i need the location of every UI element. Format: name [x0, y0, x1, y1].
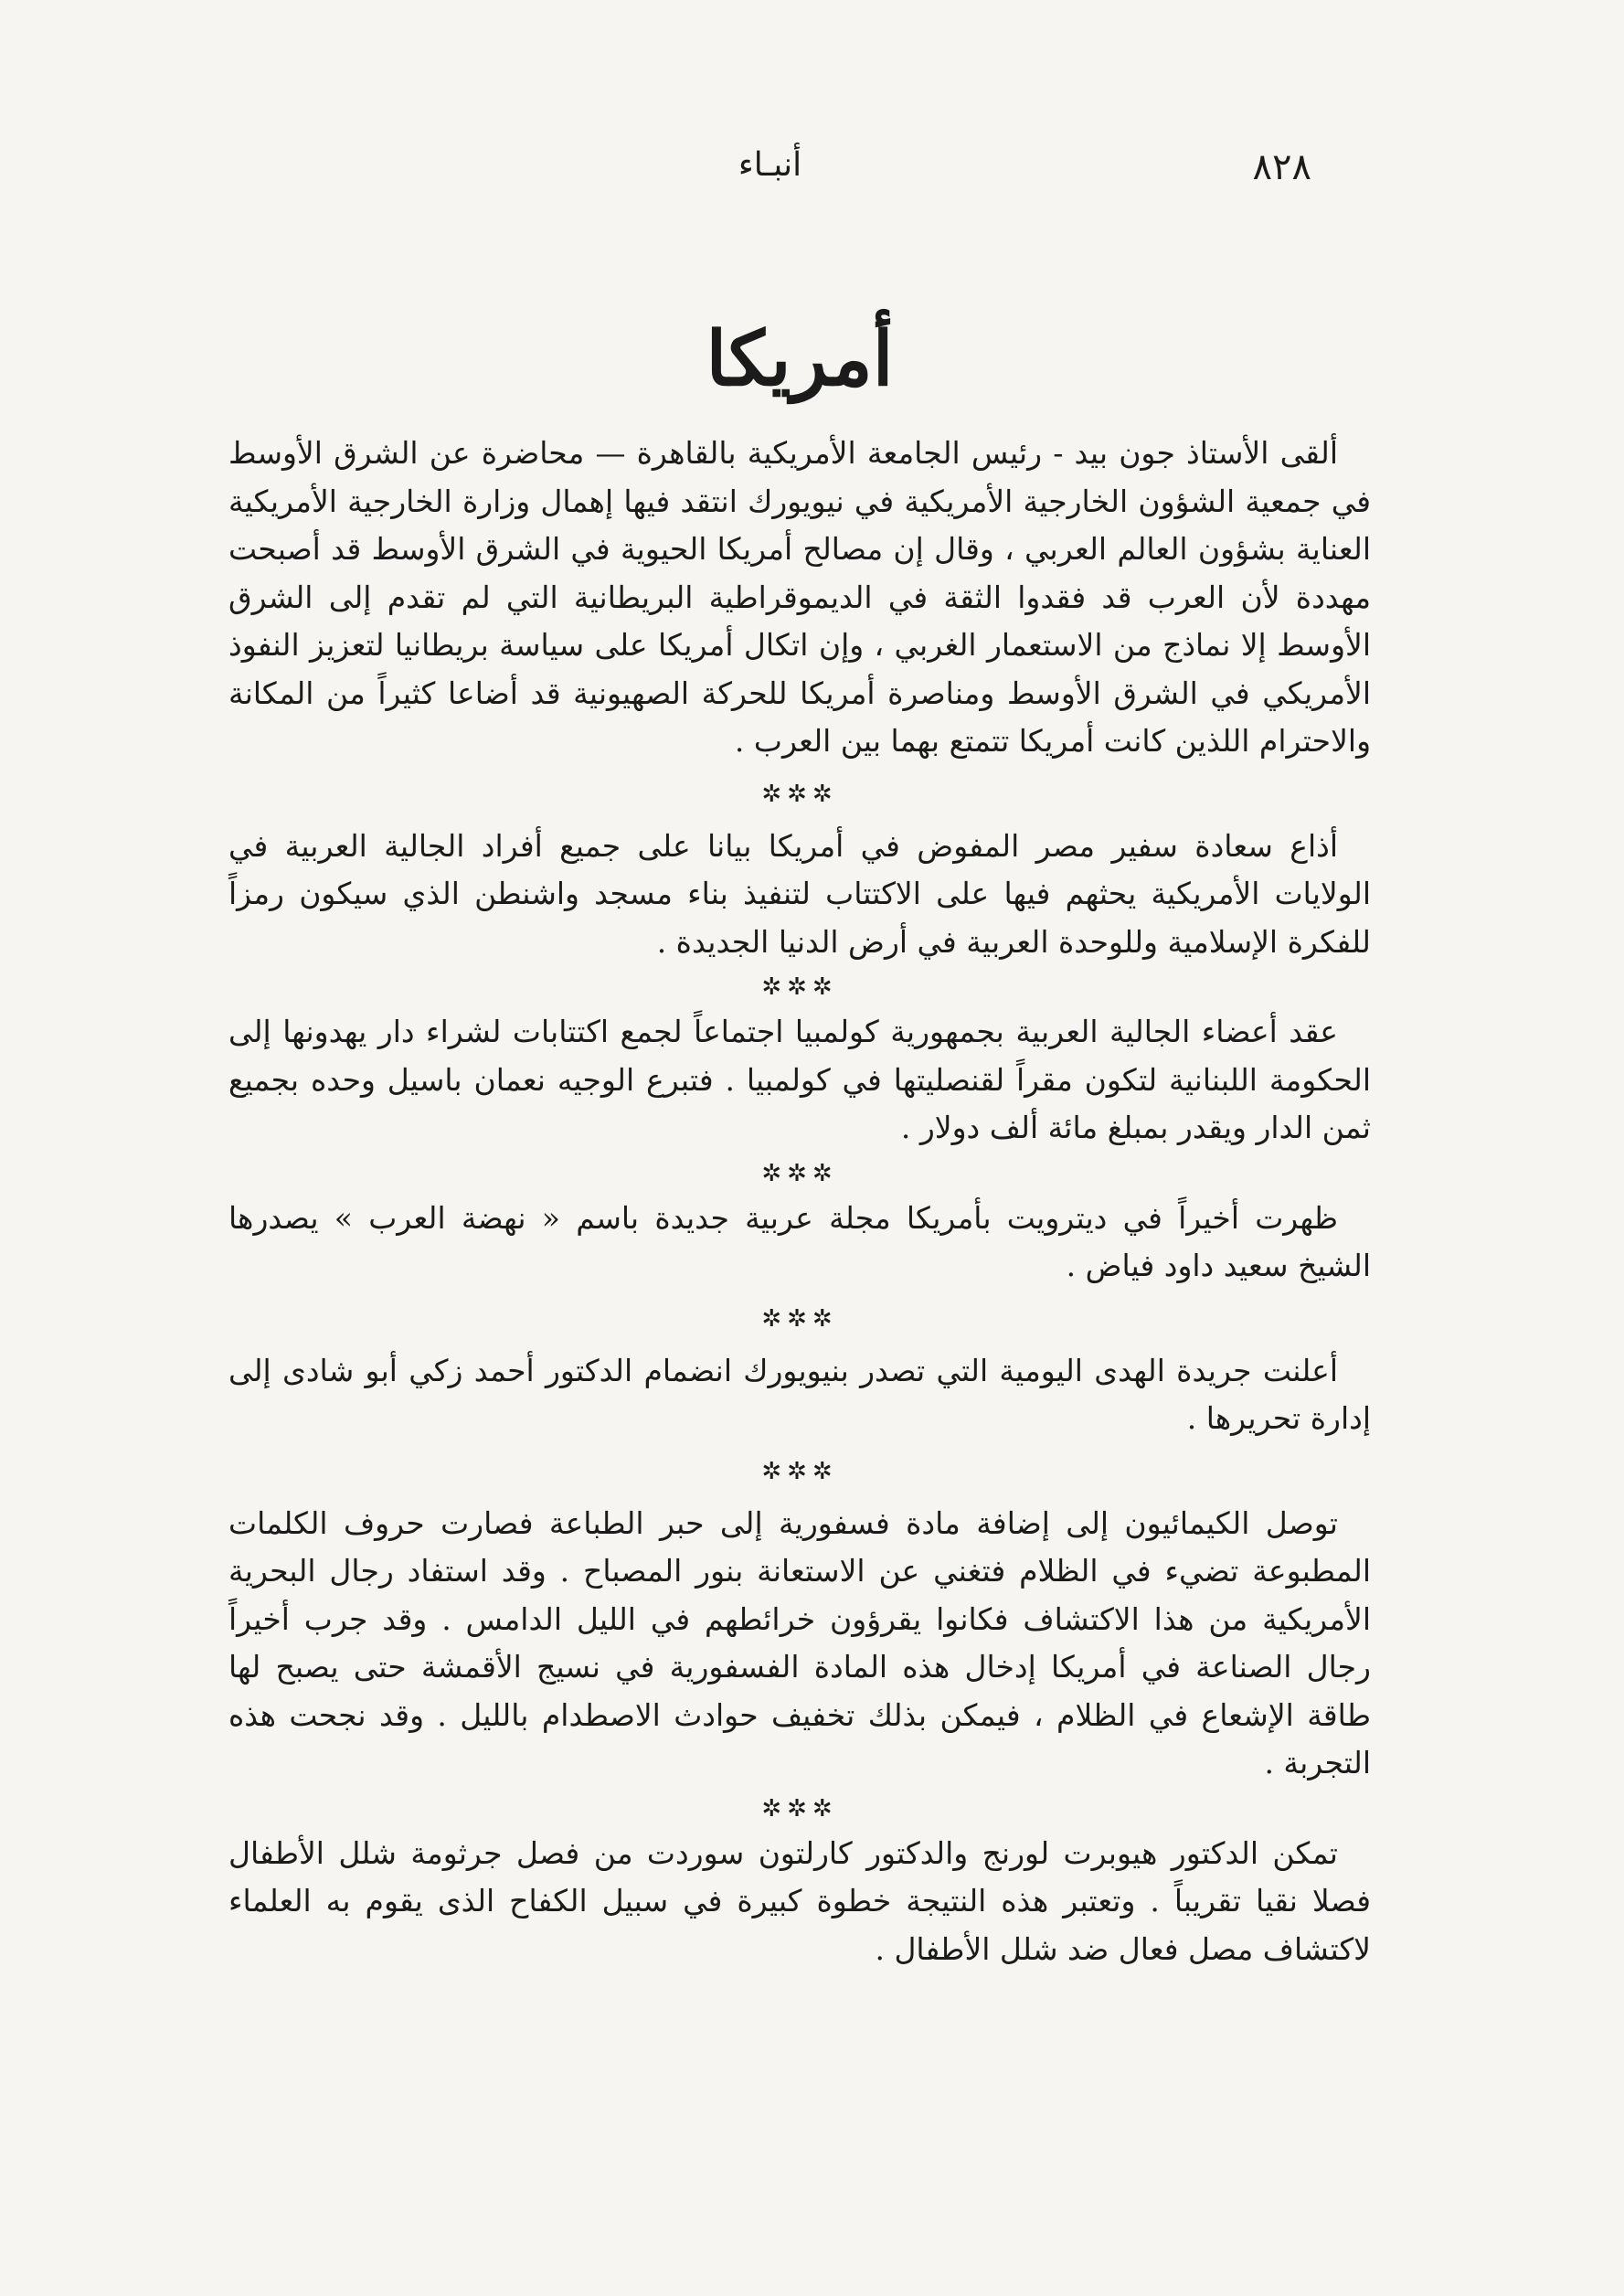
- page-number: ٨٢٨: [1252, 146, 1311, 188]
- news-item: توصل الكيمائيون إلى إضافة مادة فسفورية إلى حبر الطباعة فصارت حروف الكلمات المطبوعة تضيء في الظلام فتغني عن الاستعانة بنور المصباح . وقد استفاد رجال البحرية الأمريكية من هذا الاكتشاف فكانوا يقرؤون خرائطهم في الليل الدامس . وقد جرب أخيراً رجال الصناعة في أمريكا إدخال هذه المادة الفسفورية في نسيج الأقمشة حتى يصبح لها طاقة الإشعاع في الظلام ، فيمكن بذلك تخفيف حوادث الاصطدام بالليل . وقد نجحت هذه التجربة .: [228, 1504, 1371, 1780]
- star-separator: ✲✲✲: [761, 973, 838, 1001]
- news-item: ظهرت أخيراً في ديترويت بأمريكا مجلة عربية جديدة باسم « نهضة العرب » يصدرها الشيخ سعيد داود فياض .: [228, 1199, 1371, 1283]
- star-separator: ✲✲✲: [761, 1794, 838, 1823]
- chapter-title: أمريكا: [706, 315, 894, 403]
- news-item: تمكن الدكتور هيوبرت لورنج والدكتور كارلتون سوردت من فصل جرثومة شلل الأطفال فصلا نقيا تقريباً . وتعتبر هذه النتيجة خطوة كبيرة في سبيل الكفاح الذى يقوم به العلماء لاكتشاف مصل فعال ضد شلل الأطفال .: [228, 1834, 1371, 1967]
- running-header: [228, 146, 1311, 201]
- news-item: أعلنت جريدة الهدى اليومية التي تصدر بنيويورك انضمام الدكتور أحمد زكي أبو شادى إلى إدارة تحريرها .: [228, 1352, 1371, 1436]
- news-item: ألقى الأستاذ جون بيد - رئيس الجامعة الأمريكية بالقاهرة — محاضرة عن الشرق الأوسط في جمعية الشؤون الخارجية الأمريكية في نيويورك انتقد فيها إهمال وزارة الخارجية الأمريكية العناية بشؤون العالم العربي ، وقال إن مصالح أمريكا الحيوية في الشرق الأوسط قد أصبحت مهددة لأن العرب قد فقدوا الثقة في الديموقراطية البريطانية التي لم تقدم إلى الشرق الأوسط إلا نماذج من الاستعمار الغربي ، وإن اتكال أمريكا على سياسة بريطانيا لتعزيز النفوذ الأمريكي في الشرق الأوسط ومناصرة أمريكا للحركة الصهيونية قد أضاعا كثيراً من المكانة والاحترام اللذين كانت أمريكا تتمتع بهما بين العرب .: [228, 435, 1371, 759]
- news-column: [228, 430, 1371, 1973]
- star-separator: ✲✲✲: [761, 1304, 838, 1333]
- star-separator: ✲✲✲: [761, 1457, 838, 1485]
- news-item: أذاع سعادة سفير مصر المفوض في أمريكا بيانا على جميع أفراد الجالية العربية في الولايات الأمريكية يحثهم فيها على الاكتتاب لتنفيذ بناء مسجد واشنطن الذي سيكون رمزاً للفكرة الإسلامية وللوحدة العربية في أرض الدنيا الجديدة .: [228, 827, 1371, 960]
- running-title: أنبـاء: [738, 146, 802, 184]
- star-separator: ✲✲✲: [761, 1159, 838, 1187]
- star-separator: ✲✲✲: [761, 780, 838, 808]
- news-item: عقد أعضاء الجالية العربية بجمهورية كولمبيا اجتماعاً لجمع اكتتابات لشراء دار يهدونها إلى الحكومة اللبنانية لتكون مقراً لقنصليتها في كولمبيا . فتبرع الوجيه نعمان باسيل وحده بجميع ثمن الدار ويقدر بمبلغ مائة ألف دولار .: [228, 1014, 1371, 1145]
